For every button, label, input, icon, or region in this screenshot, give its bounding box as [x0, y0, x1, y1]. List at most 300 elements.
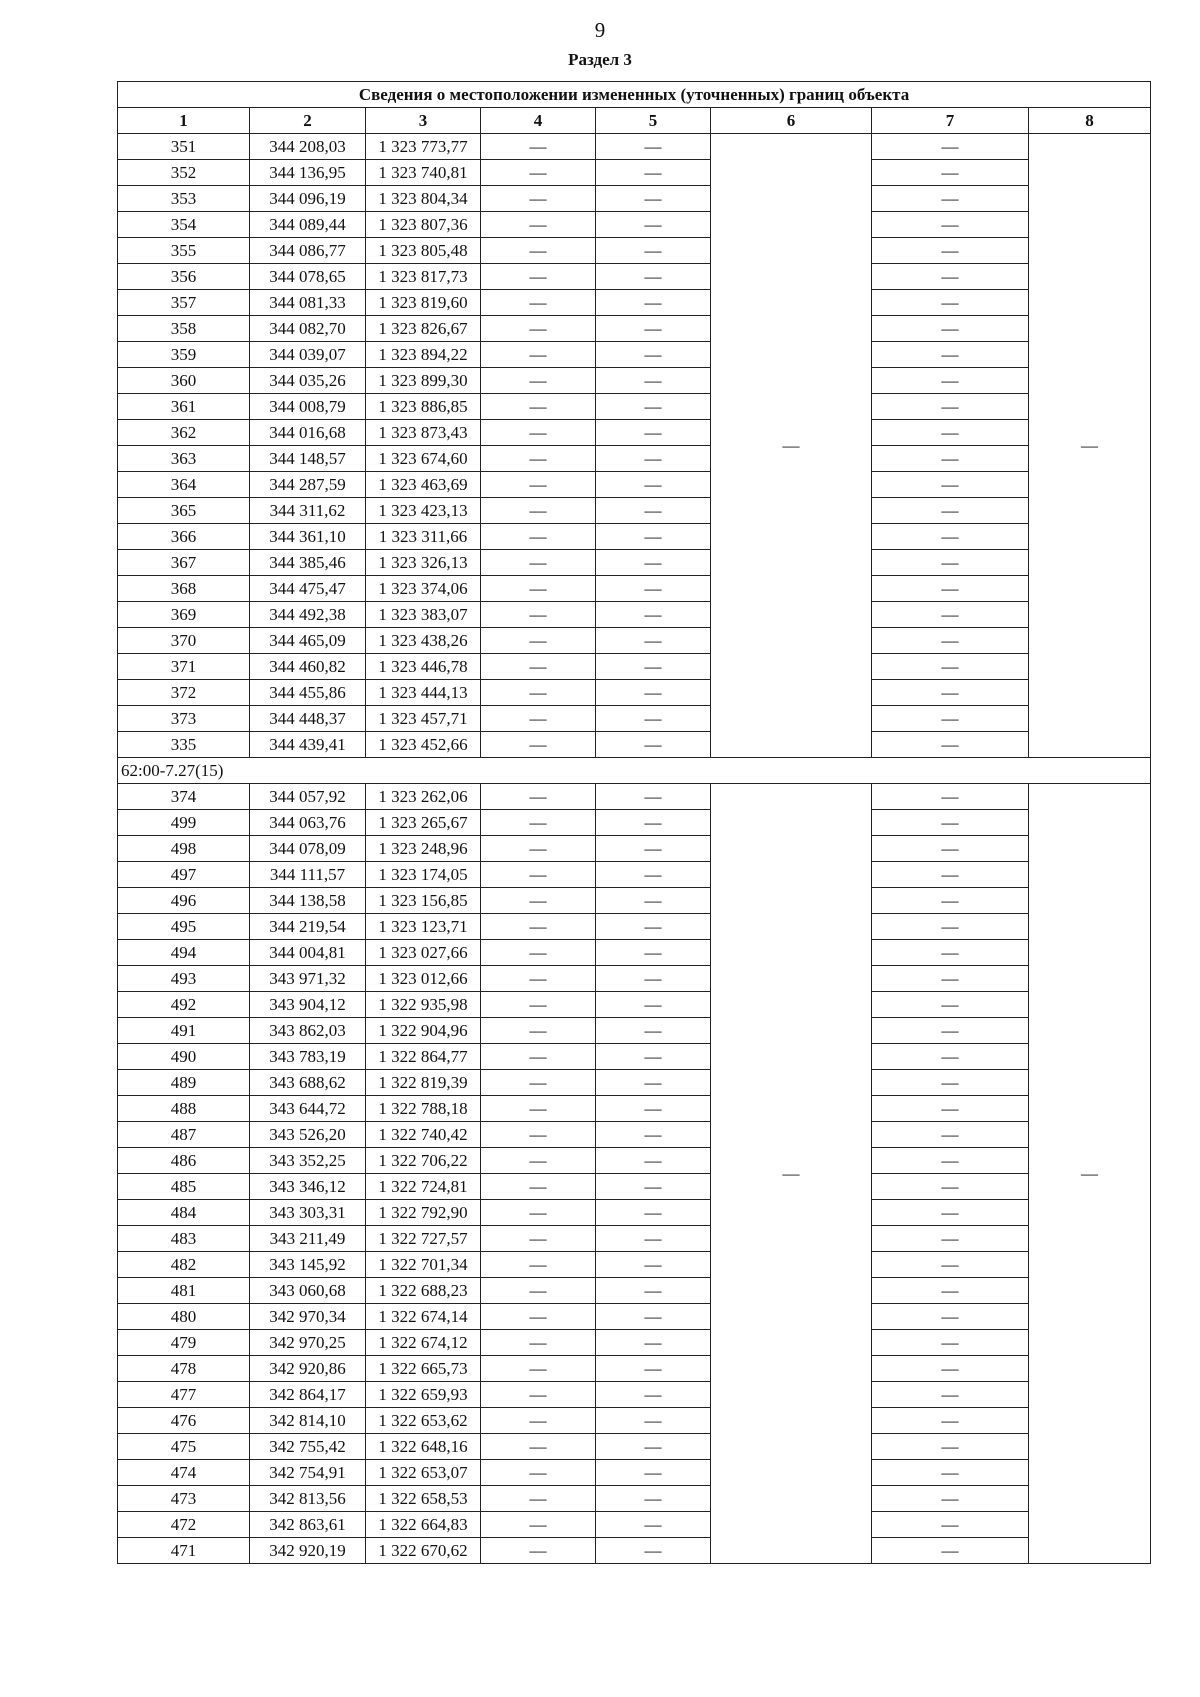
- table-row: [118, 550, 1151, 576]
- point-number-cell: 499: [118, 810, 250, 836]
- dash-cell: —: [481, 654, 596, 680]
- point-number-cell: 372: [118, 680, 250, 706]
- dash-cell: —: [596, 238, 711, 264]
- dash-cell: —: [481, 446, 596, 472]
- dash-cell: —: [596, 446, 711, 472]
- x-coordinate-cell: 344 039,07: [250, 342, 366, 368]
- dash-cell: —: [481, 810, 596, 836]
- x-coordinate-cell: 344 475,47: [250, 576, 366, 602]
- dash-cell: —: [596, 290, 711, 316]
- dash-cell: —: [481, 316, 596, 342]
- point-number-cell: 358: [118, 316, 250, 342]
- dash-cell: —: [872, 810, 1029, 836]
- dash-cell: —: [872, 1382, 1029, 1408]
- group-label: 62:00-7.27(15): [118, 758, 1151, 784]
- dash-cell: —: [596, 1226, 711, 1252]
- point-number-cell: 491: [118, 1018, 250, 1044]
- point-number-cell: 369: [118, 602, 250, 628]
- table-row: [118, 1538, 1151, 1564]
- dash-cell: —: [596, 524, 711, 550]
- column-header: 3: [366, 108, 481, 134]
- y-coordinate-cell: 1 323 463,69: [366, 472, 481, 498]
- dash-cell: —: [596, 836, 711, 862]
- table-row: [118, 524, 1151, 550]
- table-row: [118, 1096, 1151, 1122]
- y-coordinate-cell: 1 322 904,96: [366, 1018, 481, 1044]
- point-number-cell: 488: [118, 1096, 250, 1122]
- x-coordinate-cell: 342 813,56: [250, 1486, 366, 1512]
- x-coordinate-cell: 342 970,34: [250, 1304, 366, 1330]
- dash-cell: —: [596, 160, 711, 186]
- y-coordinate-cell: 1 322 665,73: [366, 1356, 481, 1382]
- table-row: [118, 576, 1151, 602]
- y-coordinate-cell: 1 322 659,93: [366, 1382, 481, 1408]
- dash-cell: —: [481, 1304, 596, 1330]
- y-coordinate-cell: 1 323 446,78: [366, 654, 481, 680]
- point-number-cell: 496: [118, 888, 250, 914]
- table-row: [118, 1018, 1151, 1044]
- dash-cell: —: [872, 394, 1029, 420]
- point-number-cell: 498: [118, 836, 250, 862]
- dash-cell: —: [872, 186, 1029, 212]
- x-coordinate-cell: 344 004,81: [250, 940, 366, 966]
- dash-cell: —: [872, 446, 1029, 472]
- point-number-cell: 472: [118, 1512, 250, 1538]
- dash-cell: —: [481, 186, 596, 212]
- point-number-cell: 481: [118, 1278, 250, 1304]
- section-title: Раздел 3: [568, 50, 632, 69]
- dash-cell: —: [596, 576, 711, 602]
- dash-cell: —: [596, 914, 711, 940]
- dash-cell: —: [872, 1200, 1029, 1226]
- dash-cell: —: [481, 1356, 596, 1382]
- dash-cell: —: [872, 290, 1029, 316]
- dash-cell: —: [872, 1044, 1029, 1070]
- table-row: [118, 472, 1151, 498]
- dash-cell: —: [872, 238, 1029, 264]
- table-row: [118, 1434, 1151, 1460]
- point-number-cell: 352: [118, 160, 250, 186]
- point-number-cell: 489: [118, 1070, 250, 1096]
- x-coordinate-cell: 344 078,09: [250, 836, 366, 862]
- y-coordinate-cell: 1 323 174,05: [366, 862, 481, 888]
- x-coordinate-cell: 342 814,10: [250, 1408, 366, 1434]
- table-row: [118, 1148, 1151, 1174]
- y-coordinate-cell: 1 322 658,53: [366, 1486, 481, 1512]
- y-coordinate-cell: 1 322 670,62: [366, 1538, 481, 1564]
- dash-cell: —: [872, 342, 1029, 368]
- table-row: [118, 420, 1151, 446]
- dash-cell: —: [596, 472, 711, 498]
- point-number-cell: 357: [118, 290, 250, 316]
- y-coordinate-cell: 1 322 740,42: [366, 1122, 481, 1148]
- y-coordinate-cell: 1 322 653,07: [366, 1460, 481, 1486]
- dash-cell: —: [596, 1070, 711, 1096]
- x-coordinate-cell: 343 526,20: [250, 1122, 366, 1148]
- x-coordinate-cell: 344 136,95: [250, 160, 366, 186]
- dash-cell: —: [872, 550, 1029, 576]
- dash-cell: —: [596, 1304, 711, 1330]
- dash-cell: —: [596, 1382, 711, 1408]
- dash-cell: —: [481, 264, 596, 290]
- dash-cell: —: [481, 1096, 596, 1122]
- y-coordinate-cell: 1 323 265,67: [366, 810, 481, 836]
- table-row: [118, 706, 1151, 732]
- dash-cell: —: [596, 1512, 711, 1538]
- dash-cell: —: [596, 1252, 711, 1278]
- table-row: [118, 654, 1151, 680]
- dash-cell: —: [872, 914, 1029, 940]
- column-header: 5: [596, 108, 711, 134]
- dash-cell: —: [481, 394, 596, 420]
- dash-cell: —: [481, 1460, 596, 1486]
- x-coordinate-cell: 344 016,68: [250, 420, 366, 446]
- point-number-cell: 477: [118, 1382, 250, 1408]
- table-row: [118, 810, 1151, 836]
- dash-cell: —: [596, 212, 711, 238]
- dash-cell: —: [596, 1148, 711, 1174]
- table-row: [118, 212, 1151, 238]
- point-number-cell: 355: [118, 238, 250, 264]
- point-number-cell: 360: [118, 368, 250, 394]
- dash-cell: —: [596, 1330, 711, 1356]
- x-coordinate-cell: 344 208,03: [250, 134, 366, 160]
- column-header: 8: [1029, 108, 1151, 134]
- dash-cell: —: [481, 628, 596, 654]
- x-coordinate-cell: 343 971,32: [250, 966, 366, 992]
- x-coordinate-cell: 344 081,33: [250, 290, 366, 316]
- dash-cell: —: [481, 1434, 596, 1460]
- table-row: [118, 784, 1151, 810]
- dash-cell: —: [872, 316, 1029, 342]
- dash-cell: —: [872, 836, 1029, 862]
- y-coordinate-cell: 1 323 457,71: [366, 706, 481, 732]
- dash-cell: —: [481, 1226, 596, 1252]
- dash-cell: —: [872, 368, 1029, 394]
- table-row: [118, 1512, 1151, 1538]
- x-coordinate-cell: 343 644,72: [250, 1096, 366, 1122]
- x-coordinate-cell: 343 346,12: [250, 1174, 366, 1200]
- dash-cell: —: [596, 966, 711, 992]
- point-number-cell: 485: [118, 1174, 250, 1200]
- y-coordinate-cell: 1 323 326,13: [366, 550, 481, 576]
- table-row: [118, 186, 1151, 212]
- dash-cell: —: [872, 966, 1029, 992]
- point-number-cell: 373: [118, 706, 250, 732]
- point-number-cell: 356: [118, 264, 250, 290]
- dash-cell: —: [872, 1486, 1029, 1512]
- dash-cell: —: [596, 628, 711, 654]
- x-coordinate-cell: 344 465,09: [250, 628, 366, 654]
- dash-cell: —: [481, 472, 596, 498]
- y-coordinate-cell: 1 323 804,34: [366, 186, 481, 212]
- dash-cell: —: [872, 1512, 1029, 1538]
- y-coordinate-cell: 1 322 674,14: [366, 1304, 481, 1330]
- dash-cell: —: [481, 1252, 596, 1278]
- table-row: [118, 680, 1151, 706]
- dash-cell: —: [481, 1330, 596, 1356]
- table-row: [118, 966, 1151, 992]
- dash-cell: —: [481, 550, 596, 576]
- table-row: [118, 1252, 1151, 1278]
- x-coordinate-cell: 343 211,49: [250, 1226, 366, 1252]
- x-coordinate-cell: 344 448,37: [250, 706, 366, 732]
- dash-cell: —: [596, 1278, 711, 1304]
- dash-cell: —: [872, 1226, 1029, 1252]
- y-coordinate-cell: 1 323 438,26: [366, 628, 481, 654]
- dash-cell: —: [596, 420, 711, 446]
- x-coordinate-cell: 344 385,46: [250, 550, 366, 576]
- y-coordinate-cell: 1 323 444,13: [366, 680, 481, 706]
- x-coordinate-cell: 342 864,17: [250, 1382, 366, 1408]
- dash-cell: —: [481, 290, 596, 316]
- table-row: [118, 1460, 1151, 1486]
- y-coordinate-cell: 1 322 724,81: [366, 1174, 481, 1200]
- column-header: 6: [711, 108, 872, 134]
- y-coordinate-cell: 1 322 864,77: [366, 1044, 481, 1070]
- dash-cell: —: [596, 940, 711, 966]
- page-number: 9: [594, 18, 606, 42]
- merged-dash-cell: —: [1029, 134, 1151, 758]
- table-row: [118, 1304, 1151, 1330]
- x-coordinate-cell: 344 439,41: [250, 732, 366, 758]
- y-coordinate-cell: 1 323 817,73: [366, 264, 481, 290]
- y-coordinate-cell: 1 323 452,66: [366, 732, 481, 758]
- point-number-cell: 484: [118, 1200, 250, 1226]
- dash-cell: —: [481, 498, 596, 524]
- dash-cell: —: [872, 576, 1029, 602]
- dash-cell: —: [596, 680, 711, 706]
- x-coordinate-cell: 344 287,59: [250, 472, 366, 498]
- dash-cell: —: [872, 888, 1029, 914]
- dash-cell: —: [872, 264, 1029, 290]
- table-row: [118, 992, 1151, 1018]
- dash-cell: —: [596, 602, 711, 628]
- point-number-cell: 367: [118, 550, 250, 576]
- table-row: [118, 1356, 1151, 1382]
- y-coordinate-cell: 1 322 648,16: [366, 1434, 481, 1460]
- x-coordinate-cell: 342 754,91: [250, 1460, 366, 1486]
- y-coordinate-cell: 1 323 123,71: [366, 914, 481, 940]
- dash-cell: —: [596, 1434, 711, 1460]
- dash-cell: —: [481, 1148, 596, 1174]
- dash-cell: —: [872, 1356, 1029, 1382]
- dash-cell: —: [596, 654, 711, 680]
- y-coordinate-cell: 1 322 664,83: [366, 1512, 481, 1538]
- x-coordinate-cell: 344 460,82: [250, 654, 366, 680]
- table-row: [118, 394, 1151, 420]
- table-row: [118, 940, 1151, 966]
- point-number-cell: 497: [118, 862, 250, 888]
- point-number-cell: 493: [118, 966, 250, 992]
- y-coordinate-cell: 1 323 807,36: [366, 212, 481, 238]
- y-coordinate-cell: 1 323 156,85: [366, 888, 481, 914]
- table-row: [118, 836, 1151, 862]
- dash-cell: —: [596, 862, 711, 888]
- dash-cell: —: [872, 732, 1029, 758]
- coordinates-table: [117, 81, 1151, 1564]
- x-coordinate-cell: 344 455,86: [250, 680, 366, 706]
- dash-cell: —: [596, 1356, 711, 1382]
- table-row: [118, 368, 1151, 394]
- x-coordinate-cell: 344 063,76: [250, 810, 366, 836]
- dash-cell: —: [481, 732, 596, 758]
- x-coordinate-cell: 344 138,58: [250, 888, 366, 914]
- dash-cell: —: [481, 1174, 596, 1200]
- dash-cell: —: [481, 1200, 596, 1226]
- point-number-cell: 351: [118, 134, 250, 160]
- dash-cell: —: [481, 1486, 596, 1512]
- y-coordinate-cell: 1 322 653,62: [366, 1408, 481, 1434]
- dash-cell: —: [481, 602, 596, 628]
- y-coordinate-cell: 1 322 727,57: [366, 1226, 481, 1252]
- dash-cell: —: [481, 134, 596, 160]
- table-row: [118, 1044, 1151, 1070]
- column-header: 1: [118, 108, 250, 134]
- group-label-row: [118, 758, 1151, 784]
- x-coordinate-cell: 343 060,68: [250, 1278, 366, 1304]
- table-row: [118, 1486, 1151, 1512]
- point-number-cell: 362: [118, 420, 250, 446]
- y-coordinate-cell: 1 323 311,66: [366, 524, 481, 550]
- dash-cell: —: [481, 888, 596, 914]
- y-coordinate-cell: 1 323 873,43: [366, 420, 481, 446]
- dash-cell: —: [596, 316, 711, 342]
- x-coordinate-cell: 343 352,25: [250, 1148, 366, 1174]
- table-row: [118, 602, 1151, 628]
- point-number-cell: 371: [118, 654, 250, 680]
- x-coordinate-cell: 342 755,42: [250, 1434, 366, 1460]
- x-coordinate-cell: 344 111,57: [250, 862, 366, 888]
- header-row: [118, 108, 1151, 134]
- merged-dash-cell: —: [711, 784, 872, 1564]
- dash-cell: —: [596, 1538, 711, 1564]
- point-number-cell: 353: [118, 186, 250, 212]
- point-number-cell: 482: [118, 1252, 250, 1278]
- table-row: [118, 862, 1151, 888]
- dash-cell: —: [596, 264, 711, 290]
- dash-cell: —: [872, 524, 1029, 550]
- dash-cell: —: [872, 1538, 1029, 1564]
- point-number-cell: 492: [118, 992, 250, 1018]
- dash-cell: —: [481, 1278, 596, 1304]
- dash-cell: —: [596, 1018, 711, 1044]
- table-row: [118, 1330, 1151, 1356]
- y-coordinate-cell: 1 322 819,39: [366, 1070, 481, 1096]
- y-coordinate-cell: 1 323 423,13: [366, 498, 481, 524]
- dash-cell: —: [481, 992, 596, 1018]
- x-coordinate-cell: 344 361,10: [250, 524, 366, 550]
- table-row: [118, 628, 1151, 654]
- dash-cell: —: [481, 914, 596, 940]
- x-coordinate-cell: 344 219,54: [250, 914, 366, 940]
- dash-cell: —: [481, 212, 596, 238]
- x-coordinate-cell: 343 783,19: [250, 1044, 366, 1070]
- x-coordinate-cell: 343 904,12: [250, 992, 366, 1018]
- dash-cell: —: [481, 1070, 596, 1096]
- dash-cell: —: [872, 420, 1029, 446]
- point-number-cell: 471: [118, 1538, 250, 1564]
- x-coordinate-cell: 342 920,86: [250, 1356, 366, 1382]
- dash-cell: —: [481, 1382, 596, 1408]
- dash-cell: —: [481, 862, 596, 888]
- y-coordinate-cell: 1 323 819,60: [366, 290, 481, 316]
- dash-cell: —: [872, 1304, 1029, 1330]
- point-number-cell: 483: [118, 1226, 250, 1252]
- dash-cell: —: [481, 1018, 596, 1044]
- y-coordinate-cell: 1 322 688,23: [366, 1278, 481, 1304]
- point-number-cell: 478: [118, 1356, 250, 1382]
- point-number-cell: 368: [118, 576, 250, 602]
- x-coordinate-cell: 342 863,61: [250, 1512, 366, 1538]
- dash-cell: —: [596, 1096, 711, 1122]
- table-row: [118, 446, 1151, 472]
- dash-cell: —: [596, 732, 711, 758]
- column-header: 4: [481, 108, 596, 134]
- x-coordinate-cell: 343 145,92: [250, 1252, 366, 1278]
- x-coordinate-cell: 344 089,44: [250, 212, 366, 238]
- column-header: 7: [872, 108, 1029, 134]
- table-row: [118, 1408, 1151, 1434]
- x-coordinate-cell: 344 082,70: [250, 316, 366, 342]
- dash-cell: —: [872, 862, 1029, 888]
- dash-cell: —: [872, 1278, 1029, 1304]
- x-coordinate-cell: 344 086,77: [250, 238, 366, 264]
- dash-cell: —: [596, 1122, 711, 1148]
- dash-cell: —: [481, 1538, 596, 1564]
- point-number-cell: 359: [118, 342, 250, 368]
- point-number-cell: 487: [118, 1122, 250, 1148]
- y-coordinate-cell: 1 322 674,12: [366, 1330, 481, 1356]
- dash-cell: —: [481, 1512, 596, 1538]
- point-number-cell: 476: [118, 1408, 250, 1434]
- x-coordinate-cell: 342 920,19: [250, 1538, 366, 1564]
- y-coordinate-cell: 1 323 894,22: [366, 342, 481, 368]
- table-caption: Сведения о местоположении измененных (уточненных) границ объекта: [118, 82, 1151, 108]
- x-coordinate-cell: 344 035,26: [250, 368, 366, 394]
- dash-cell: —: [596, 394, 711, 420]
- x-coordinate-cell: 343 688,62: [250, 1070, 366, 1096]
- point-number-cell: 370: [118, 628, 250, 654]
- table-row: [118, 264, 1151, 290]
- point-number-cell: 365: [118, 498, 250, 524]
- dash-cell: —: [481, 524, 596, 550]
- dash-cell: —: [872, 1434, 1029, 1460]
- x-coordinate-cell: 344 078,65: [250, 264, 366, 290]
- point-number-cell: 354: [118, 212, 250, 238]
- table-row: [118, 1226, 1151, 1252]
- dash-cell: —: [872, 1018, 1029, 1044]
- point-number-cell: 474: [118, 1460, 250, 1486]
- table-row: [118, 888, 1151, 914]
- x-coordinate-cell: 344 311,62: [250, 498, 366, 524]
- y-coordinate-cell: 1 323 248,96: [366, 836, 481, 862]
- dash-cell: —: [481, 576, 596, 602]
- y-coordinate-cell: 1 322 792,90: [366, 1200, 481, 1226]
- dash-cell: —: [596, 888, 711, 914]
- y-coordinate-cell: 1 323 012,66: [366, 966, 481, 992]
- y-coordinate-cell: 1 322 701,34: [366, 1252, 481, 1278]
- dash-cell: —: [481, 238, 596, 264]
- point-number-cell: 479: [118, 1330, 250, 1356]
- merged-dash-cell: —: [711, 134, 872, 758]
- point-number-cell: 494: [118, 940, 250, 966]
- dash-cell: —: [872, 1408, 1029, 1434]
- y-coordinate-cell: 1 323 027,66: [366, 940, 481, 966]
- dash-cell: —: [872, 1096, 1029, 1122]
- x-coordinate-cell: 344 492,38: [250, 602, 366, 628]
- dash-cell: —: [596, 134, 711, 160]
